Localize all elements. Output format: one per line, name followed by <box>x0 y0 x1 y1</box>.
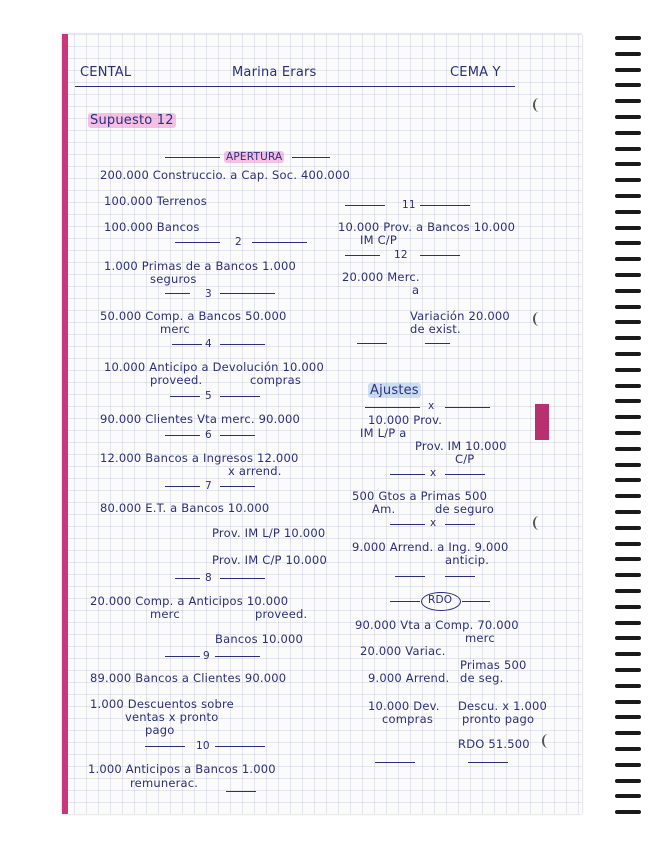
entry-line: 20.000 Merc. <box>342 270 420 284</box>
separator-line <box>445 576 475 577</box>
entry-line: remunerac. <box>130 776 199 790</box>
entry-line: 500 Gtos a Primas 500 <box>352 489 488 503</box>
separator-line <box>252 242 307 243</box>
binder-hole <box>533 98 545 112</box>
entry-number: 11 <box>402 199 416 211</box>
entry-number: 8 <box>205 572 212 584</box>
entry-number: 10 <box>196 740 210 752</box>
spiral-coil <box>615 510 641 514</box>
spiral-coil <box>615 115 641 119</box>
rdo-label: RDO <box>428 594 453 606</box>
separator-line <box>220 293 275 294</box>
spiral-coil <box>615 526 641 530</box>
entry-line: x arrend. <box>228 464 282 478</box>
spiral-coil <box>615 68 641 72</box>
spiral-coil <box>615 494 641 498</box>
apertura-label: APERTURA <box>226 151 283 163</box>
entry-line: 200.000 Construccio. a Cap. Soc. 400.000 <box>100 168 350 182</box>
separator-line <box>420 255 460 256</box>
separator-line <box>165 486 200 487</box>
spiral-coil <box>615 478 641 482</box>
spiral-coil <box>615 320 641 324</box>
entry-line: IM C/P <box>360 233 398 247</box>
header-rule <box>75 86 515 87</box>
spiral-coil <box>615 289 641 293</box>
spiral-coil <box>615 162 641 166</box>
spiral-coil <box>615 241 641 245</box>
spiral-coil <box>615 463 641 467</box>
spiral-coil <box>615 210 641 214</box>
entry-line: 10.000 Prov. <box>368 413 443 427</box>
binder-hole <box>533 312 545 326</box>
entry-line: 20.000 Comp. a Anticipos 10.000 <box>90 594 289 608</box>
page-title: Supuesto 12 <box>90 113 174 128</box>
spiral-coil <box>615 99 641 103</box>
entry-number: 3 <box>205 288 212 300</box>
entry-line: 100.000 Bancos <box>104 220 200 234</box>
spiral-coil <box>615 557 641 561</box>
spiral-coil <box>615 384 641 388</box>
separator-line <box>165 656 200 657</box>
entry-line: 9.000 Arrend. a Ing. 9.000 <box>352 540 509 554</box>
separator-line <box>220 396 260 397</box>
spiral-coil <box>615 605 641 609</box>
separator-line <box>170 396 200 397</box>
entry-line: Prov. IM C/P 10.000 <box>212 553 327 567</box>
entry-line: anticip. <box>445 553 490 567</box>
entry-number: 5 <box>205 390 212 402</box>
separator-line <box>357 343 387 344</box>
separator-line <box>345 205 385 206</box>
entry-line: 90.000 Clientes Vta merc. 90.000 <box>100 412 301 426</box>
entry-number: 12 <box>394 249 408 261</box>
separator-line <box>220 486 255 487</box>
spiral-coil <box>615 194 641 198</box>
entry-number: x <box>430 517 437 529</box>
entry-line: C/P <box>455 452 475 466</box>
separator-line <box>165 157 220 158</box>
spiral-coil <box>615 747 641 751</box>
spiral-coil <box>615 257 641 261</box>
entry-total: RDO 51.500 <box>458 737 530 751</box>
spiral-coil <box>615 652 641 656</box>
page-margin-stripe <box>62 34 68 814</box>
separator-line <box>220 578 265 579</box>
entry-line: Prov. IM L/P 10.000 <box>212 526 326 540</box>
separator-line <box>215 656 260 657</box>
spiral-binding <box>615 30 643 830</box>
separator-line <box>292 157 330 158</box>
spiral-coil <box>615 336 641 340</box>
header-right: CEMA Y <box>450 65 501 80</box>
entry-number: 6 <box>205 429 212 441</box>
spiral-coil <box>615 352 641 356</box>
spiral-coil <box>615 226 641 230</box>
spiral-coil <box>615 178 641 182</box>
separator-line <box>175 578 200 579</box>
entry-number: 9 <box>203 650 210 662</box>
spiral-coil <box>615 700 641 704</box>
entry-line: compras <box>250 373 302 387</box>
separator-line <box>220 435 255 436</box>
separator-line <box>145 746 185 747</box>
spiral-coil <box>615 621 641 625</box>
entry-line: 90.000 Vta a Comp. 70.000 <box>355 618 519 632</box>
spiral-coil <box>615 447 641 451</box>
spiral-coil <box>615 131 641 135</box>
entry-line: 1.000 Descuentos sobre <box>90 697 234 711</box>
separator-line <box>220 344 265 345</box>
entry-line: IM L/P a <box>360 426 407 440</box>
spiral-coil <box>615 573 641 577</box>
entry-line: 80.000 E.T. a Bancos 10.000 <box>100 501 270 515</box>
entry-line: 12.000 Bancos a Ingresos 12.000 <box>100 451 299 465</box>
entry-line: seguros <box>150 272 197 286</box>
spiral-coil <box>615 715 641 719</box>
entry-line: 1.000 Primas de a Bancos 1.000 <box>104 259 297 273</box>
entry-line: 10.000 Dev. <box>368 699 440 713</box>
entry-number: 2 <box>235 236 242 248</box>
entry-line: 50.000 Comp. a Bancos 50.000 <box>100 309 287 323</box>
entry-line: 10.000 Anticipo a Devolución 10.000 <box>104 360 324 374</box>
page-edge-tab <box>535 404 549 440</box>
entry-line: de seguro <box>435 502 494 516</box>
entry-line: ventas x pronto <box>125 710 219 724</box>
spiral-coil <box>615 589 641 593</box>
spiral-coil <box>615 794 641 798</box>
entry-line: Am. <box>372 502 396 516</box>
entry-number: 4 <box>205 338 212 350</box>
entry-line: de exist. <box>410 322 461 336</box>
spiral-coil <box>615 542 641 546</box>
separator-line <box>365 407 420 408</box>
separator-line <box>165 435 200 436</box>
spiral-coil <box>615 668 641 672</box>
entry-line: compras <box>382 712 434 726</box>
ajustes-heading: Ajustes <box>370 383 419 398</box>
header-name: Marina Erars <box>232 65 317 80</box>
spiral-coil <box>615 431 641 435</box>
spiral-coil <box>615 731 641 735</box>
separator-line <box>175 242 220 243</box>
header-left: CENTAL <box>80 65 132 80</box>
spiral-coil <box>615 83 641 87</box>
separator-line <box>215 746 265 747</box>
spiral-coil <box>615 779 641 783</box>
entry-line: Bancos 10.000 <box>215 632 304 646</box>
entry-line: merc <box>160 322 190 336</box>
entry-line: pago <box>145 723 175 737</box>
entry-line: proveed. <box>255 607 308 621</box>
separator-line <box>395 576 425 577</box>
entry-line: 100.000 Terrenos <box>104 194 207 208</box>
binder-hole <box>542 734 554 748</box>
separator-line <box>390 524 425 525</box>
spiral-coil <box>615 415 641 419</box>
spiral-coil <box>615 399 641 403</box>
entry-line: merc <box>465 631 495 645</box>
entry-line: pronto pago <box>462 712 535 726</box>
spiral-coil <box>615 368 641 372</box>
spiral-coil <box>615 305 641 309</box>
entry-line: a <box>412 283 420 297</box>
entry-line: 10.000 Prov. a Bancos 10.000 <box>338 220 516 234</box>
separator-line <box>420 205 470 206</box>
separator-line <box>425 343 450 344</box>
entry-line: 20.000 Variac. <box>360 644 446 658</box>
entry-line: 89.000 Bancos a Clientes 90.000 <box>90 671 287 685</box>
spiral-coil <box>615 52 641 56</box>
spiral-coil <box>615 36 641 40</box>
entry-line: Primas 500 <box>460 658 527 672</box>
entry-number: 7 <box>205 480 212 492</box>
spiral-coil <box>615 273 641 277</box>
spiral-coil <box>615 763 641 767</box>
separator-line <box>172 344 202 345</box>
separator-line <box>375 762 415 763</box>
separator-line <box>165 293 190 294</box>
separator-line <box>445 474 485 475</box>
separator-line <box>468 762 508 763</box>
separator-line <box>445 407 490 408</box>
entry-line: merc <box>150 607 180 621</box>
spiral-coil <box>615 684 641 688</box>
spiral-coil <box>615 636 641 640</box>
separator-line <box>390 474 425 475</box>
entry-line: 9.000 Arrend. <box>368 671 450 685</box>
separator-line <box>390 601 420 602</box>
entry-line: Prov. IM 10.000 <box>415 439 507 453</box>
entry-number: x <box>430 467 437 479</box>
entry-line: de seg. <box>460 671 504 685</box>
binder-hole <box>533 516 545 530</box>
spiral-coil <box>615 810 641 814</box>
separator-line <box>462 601 490 602</box>
separator-line <box>226 791 256 792</box>
entry-line: Variación 20.000 <box>410 309 510 323</box>
entry-number: x <box>428 400 435 412</box>
separator-line <box>345 255 380 256</box>
entry-line: proveed. <box>150 373 203 387</box>
entry-line: 1.000 Anticipos a Bancos 1.000 <box>88 762 276 776</box>
spiral-coil <box>615 147 641 151</box>
entry-line: Descu. x 1.000 <box>458 699 548 713</box>
separator-line <box>445 524 475 525</box>
